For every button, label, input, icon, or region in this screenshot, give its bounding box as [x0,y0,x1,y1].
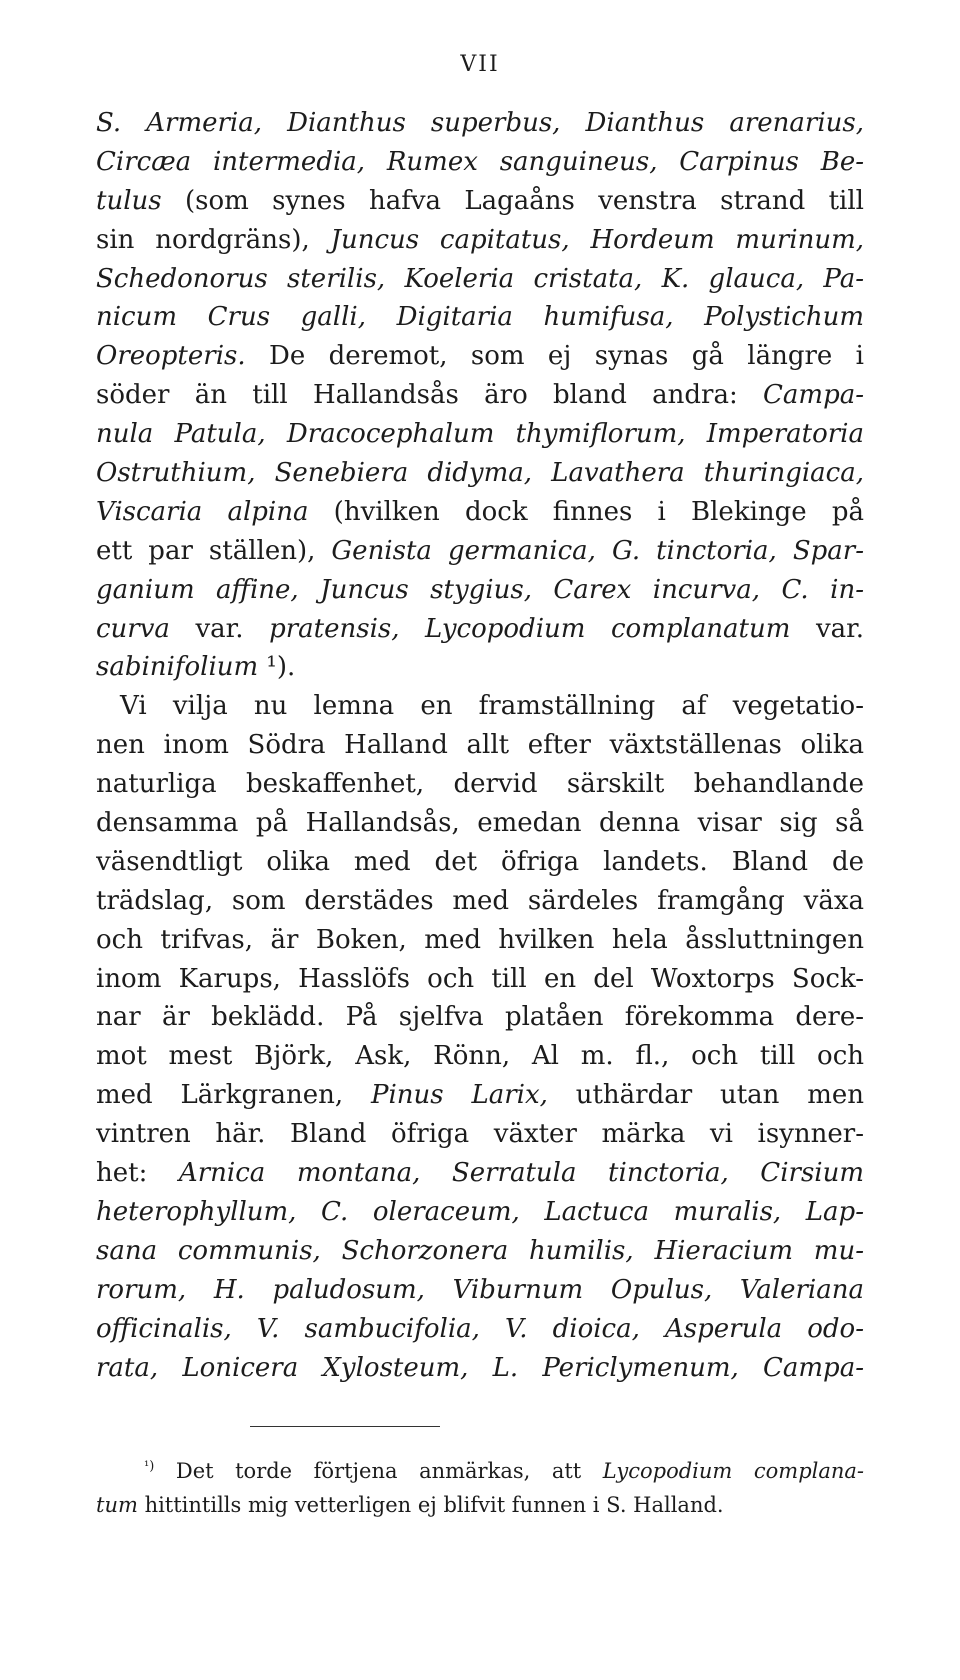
italic-segment: ganium affine, Juncus stygius, Carex incurva, C. in- [96,574,864,605]
italic-segment: Pinus Larix, [370,1080,548,1111]
italic-segment: sana communis, Schorzonera humilis, Hieracium mu- [96,1235,864,1266]
text-line [96,610,864,649]
text-line [96,260,864,299]
italic-segment: Genista germanica, G. tinctoria, Spar- [331,535,864,566]
text-line [96,1349,864,1388]
text-segment: nar är beklädd. På sjelfva platåen förekomma dere- [96,1002,864,1033]
italic-segment: Schedonorus sterilis, Koeleria cristata, K. glauca, Pa- [96,263,864,294]
italic-segment: Arnica montana, Serratula tinctoria, Cirsium [178,1158,864,1189]
text-line [96,1037,864,1076]
text-line [96,687,864,726]
text-line [96,843,864,882]
text-line [96,415,864,454]
text-line [96,882,864,921]
text-line [96,1310,864,1349]
footnote-marker: ¹) [144,1459,155,1474]
text-segment: (hvilken dock finnes i Blekinge på [308,496,864,527]
text-line [96,1193,864,1232]
text-segment: inom Karups, Hasslöfs och till en del Woxtorps Sock- [96,963,864,994]
text-line [96,221,864,260]
text-segment: var. [169,613,270,644]
footnote-italic-1: Lycopodium complana- [602,1459,864,1483]
text-line [96,493,864,532]
text-line [96,104,864,143]
text-line [96,182,864,221]
text-segment: trädslag, som derstädes med särdeles framgång växa [96,885,864,916]
italic-segment: officinalis, V. sambucifolia, V. dioica, Asperula odo- [96,1313,864,1344]
text-line [96,1076,864,1115]
text-line [96,1154,864,1193]
text-segment: nen inom Södra Halland allt efter växtställenas olika [96,730,864,761]
text-segment: (som synes hafva Lagaåns venstra strand till [161,185,864,216]
footnote-line-1 [96,1454,864,1488]
italic-segment: pratensis, Lycopodium complanatum [269,613,791,644]
italic-segment: curva [96,613,170,644]
italic-segment: nula Patula, Dracocephalum thymiflorum, Imperatoria [96,419,864,450]
italic-segment: Campa- [763,380,864,411]
text-line [96,960,864,999]
footnote-separator [250,1426,440,1427]
text-segment: mot mest Björk, Ask, Rönn, Al m. fl., och till och [96,1041,864,1072]
text-line [96,571,864,610]
footnote-line-2 [96,1488,864,1522]
text-line [96,1232,864,1271]
footnote [96,1454,864,1522]
text-line [96,532,864,571]
text-segment: densamma på Hallandsås, emedan denna visar sig så [96,808,864,839]
text-line [96,921,864,960]
text-line [96,648,864,687]
page-number: VII [460,52,500,77]
italic-segment: S. Armeria, Dianthus superbus, Dianthus arenarius, [96,108,864,138]
text-line [96,726,864,765]
text-segment: naturliga beskaffenhet, dervid särskilt behandlande [96,769,864,800]
text-line [96,765,864,804]
italic-segment: Juncus capitatus, Hordeum murinum, [330,224,864,255]
footnote-text-1: Det torde förtjena anmärkas, att [175,1459,603,1483]
italic-segment: Ostruthium, Senebiera didyma, Lavathera thuringiaca, [96,458,864,489]
italic-segment: Circæa intermedia, Rumex sanguineus, Carpinus Be- [96,146,864,177]
text-line [96,998,864,1037]
italic-segment: heterophyllum, C. oleraceum, Lactuca muralis, Lap- [96,1196,864,1227]
footnote-text-2: hittintills mig vetterligen ej blifvit funnen i S. Halland. [137,1493,724,1517]
italic-segment: sabinifolium [96,652,259,683]
text-segment: och trifvas, är Boken, med hvilken hela åssluttningen [96,924,864,955]
text-line [96,298,864,337]
text-line [96,376,864,415]
text-line [96,454,864,493]
text-segment: het: [96,1158,179,1189]
text-line [96,143,864,182]
body-text [96,104,864,1387]
italic-segment: Viscaria alpina [96,496,309,527]
text-segment: uthärdar utan men [547,1080,864,1111]
italic-segment: rata, Lonicera Xylosteum, L. Periclymenum, Campa- [96,1352,864,1383]
text-line [96,804,864,843]
text-line [96,1271,864,1310]
text-line [96,337,864,376]
italic-segment: Oreopteris. [96,341,246,372]
text-segment: De deremot, som ej synas gå längre i [245,341,864,372]
footnote-italic-2: tum [96,1493,138,1517]
text-segment: med Lärkgranen, [96,1080,371,1111]
text-segment: sin nordgräns), [96,224,331,255]
italic-segment: rorum, H. paludosum, Viburnum Opulus, Valeriana [96,1274,864,1305]
text-segment: var. [790,613,864,644]
italic-segment: tulus [96,185,162,216]
text-segment: Vi vilja nu lemna en framställning af vegetatio- [120,691,864,722]
text-line [96,1115,864,1154]
italic-segment: nicum Crus galli, Digitaria humifusa, Polystichum [96,302,864,333]
text-segment: vintren här. Bland öfriga växter märka vi isynner- [96,1119,864,1150]
text-segment: ¹). [258,652,296,683]
text-segment: ett par ställen), [96,535,332,566]
text-segment: väsendtligt olika med det öfriga landets. Bland de [96,846,864,877]
text-segment: söder än till Hallandsås äro bland andra: [96,380,764,411]
